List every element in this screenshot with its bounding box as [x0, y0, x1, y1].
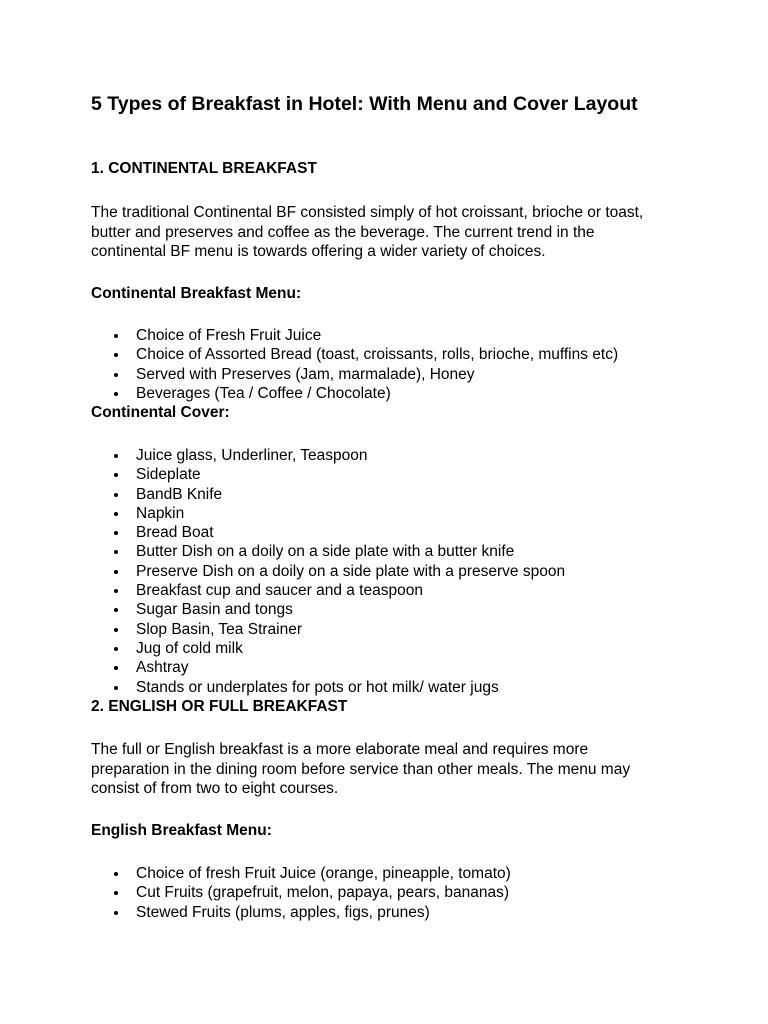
bullet-icon: [114, 570, 118, 574]
paragraph-line: butter and preserves and coffee as the beverage. The current trend in the: [91, 223, 595, 241]
paragraph-line: The traditional Continental BF consisted simply of hot croissant, brioche or toast,: [91, 204, 644, 221]
bullet-icon: [114, 392, 118, 396]
bullet-icon: [114, 647, 118, 651]
paragraph-line: preparation in the dining room before service than other meals. The menu may: [91, 760, 631, 778]
bullet-icon: [114, 473, 118, 477]
list-item: Choice of Assorted Bread (toast, croissants, rolls, brioche, muffins etc): [91, 345, 618, 364]
list-item: Butter Dish on a doily on a side plate with a butter knife: [91, 542, 565, 561]
list-item: BandB Knife: [91, 485, 565, 504]
bullet-icon: [114, 373, 118, 377]
english-menu-heading: English Breakfast Menu:: [91, 822, 272, 839]
continental-menu-heading: Continental Breakfast Menu:: [91, 285, 302, 302]
bullet-icon: [114, 686, 118, 690]
paragraph-line: The full or English breakfast is a more elaborate meal and requires more: [91, 741, 589, 758]
list-item: Breakfast cup and saucer and a teaspoon: [91, 581, 565, 600]
section-heading-english: 2. ENGLISH OR FULL BREAKFAST: [91, 698, 348, 715]
bullet-icon: [114, 872, 118, 876]
bullet-icon: [114, 454, 118, 458]
list-item: Ashtray: [91, 658, 565, 677]
list-item: Bread Boat: [91, 523, 565, 542]
bullet-icon: [114, 608, 118, 612]
continental-paragraph: [91, 203, 691, 262]
list-item: Juice glass, Underliner, Teaspoon: [91, 446, 565, 465]
list-item: Choice of fresh Fruit Juice (orange, pineapple, tomato): [91, 864, 511, 883]
page-title: 5 Types of Breakfast in Hotel: With Menu and Cover Layout: [91, 93, 638, 115]
bullet-icon: [114, 512, 118, 516]
list-item: Choice of Fresh Fruit Juice: [91, 326, 618, 345]
bullet-icon: [114, 911, 118, 915]
bullet-icon: [114, 891, 118, 895]
bullet-icon: [114, 493, 118, 497]
list-item: Jug of cold milk: [91, 639, 565, 658]
continental-menu-list: [91, 326, 618, 403]
bullet-icon: [114, 531, 118, 535]
bullet-icon: [114, 353, 118, 357]
list-item: Served with Preserves (Jam, marmalade), Honey: [91, 365, 618, 384]
list-item: Beverages (Tea / Coffee / Chocolate): [91, 384, 618, 403]
bullet-icon: [114, 589, 118, 593]
bullet-icon: [114, 666, 118, 670]
continental-cover-list: [91, 446, 565, 697]
list-item: Sugar Basin and tongs: [91, 600, 565, 619]
paragraph-line: consist of from two to eight courses.: [91, 780, 339, 797]
bullet-icon: [114, 334, 118, 338]
english-paragraph: [91, 740, 691, 799]
bullet-icon: [114, 550, 118, 554]
list-item: Stewed Fruits (plums, apples, figs, prunes): [91, 903, 511, 922]
english-menu-list: [91, 864, 511, 922]
list-item: Slop Basin, Tea Strainer: [91, 620, 565, 639]
list-item: Preserve Dish on a doily on a side plate with a preserve spoon: [91, 562, 565, 581]
bullet-icon: [114, 628, 118, 632]
list-item: Sideplate: [91, 465, 565, 484]
paragraph-line: continental BF menu is towards offering a wider variety of choices.: [91, 243, 546, 260]
continental-cover-heading: Continental Cover:: [91, 404, 230, 421]
section-heading-continental: 1. CONTINENTAL BREAKFAST: [91, 160, 317, 177]
list-item: Cut Fruits (grapefruit, melon, papaya, pears, bananas): [91, 883, 511, 902]
list-item: Stands or underplates for pots or hot milk/ water jugs: [91, 678, 565, 697]
list-item: Napkin: [91, 504, 565, 523]
